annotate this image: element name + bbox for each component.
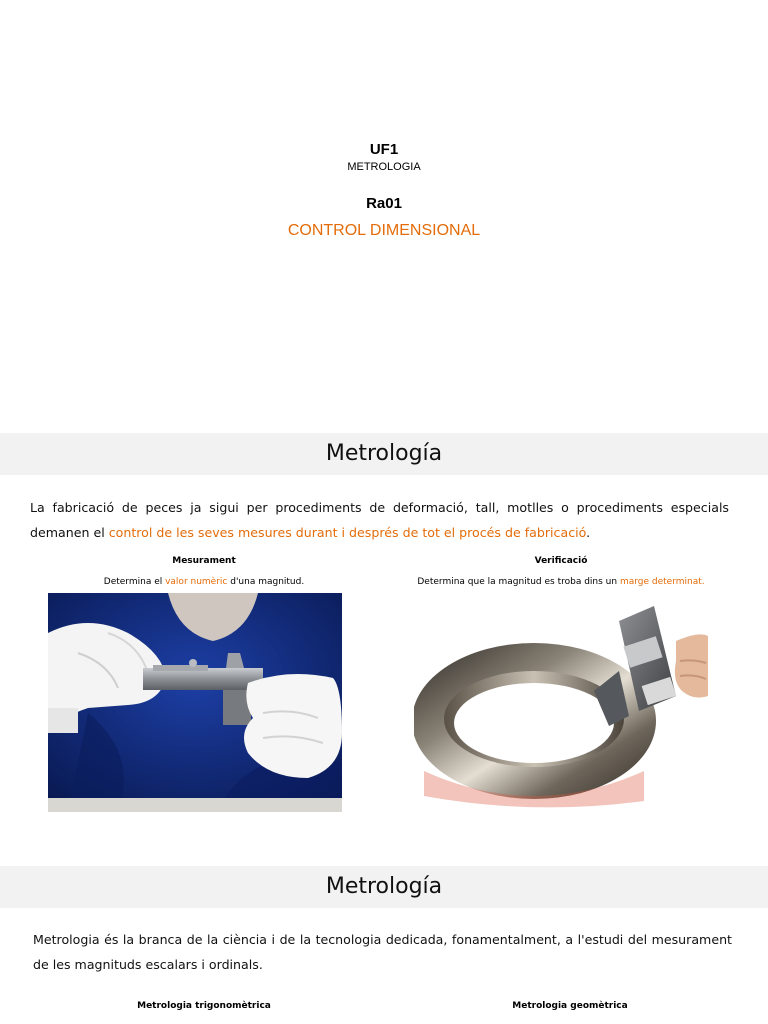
result-title: Ra01 (366, 195, 402, 212)
verification-desc-highlight: marge determinat. (619, 577, 705, 587)
slide-heading: Metrología (0, 433, 768, 475)
caliper-measurement-photo (48, 593, 342, 812)
verification-desc-text: Determina que la magnitud es troba dins un (417, 577, 620, 587)
intro-end: . (586, 525, 591, 540)
measurement-desc-text: Determina el (103, 577, 166, 587)
intro-highlight: control de les seves mesures durant i després de tot el procés de fabricació (108, 525, 587, 540)
unit-subtitle: METROLOGIA (347, 161, 421, 173)
result-subtitle: CONTROL DIMENSIONAL (287, 222, 481, 239)
metrology-slide-1 (0, 433, 768, 858)
measurement-title: Mesurament (172, 556, 236, 566)
unit-title: UF1 (369, 141, 399, 158)
trigonometric-metrology-title: Metrologia trigonomètrica (137, 1001, 271, 1011)
metrology-slide-2 (0, 866, 768, 1024)
intro-paragraph (30, 495, 729, 545)
geometric-metrology-title: Metrologia geomètrica (512, 1001, 628, 1011)
intro-text: La fabricació de peces ja sigui per procediments de deformació, tall, motlles o procediments especials demanen el (30, 500, 729, 540)
title-slide (0, 0, 768, 425)
verification-description (414, 577, 708, 587)
definition-paragraph: Metrologia és la branca de la ciència i de la tecnologia dedicada, fonamentalment, a l'estudi del mesurament de les magnituds escalars i ordinals. (33, 932, 732, 972)
slide-heading-2: Metrología (0, 866, 768, 908)
verification-title: Verificació (534, 556, 588, 566)
ring-gauge-verification-photo (414, 601, 708, 811)
measurement-desc-highlight: valor numèric (165, 577, 228, 587)
measurement-description (48, 577, 360, 587)
measurement-desc-end: d'una magnitud. (227, 577, 305, 587)
